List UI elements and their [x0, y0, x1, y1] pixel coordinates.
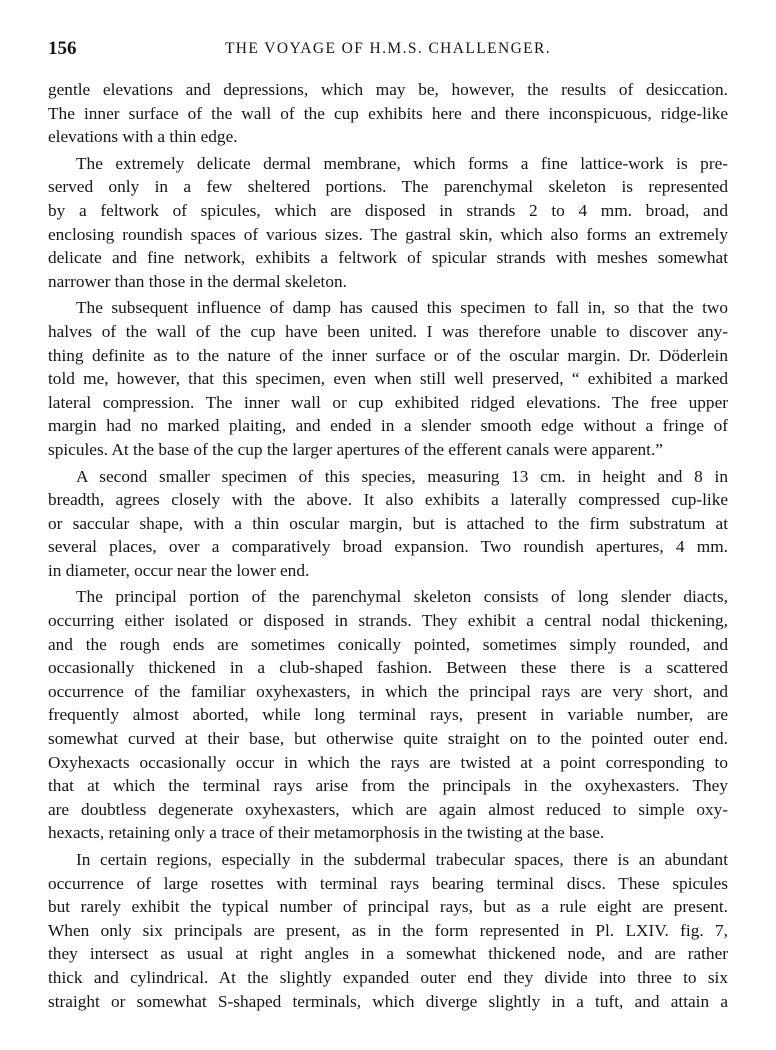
paragraph — [48, 152, 728, 294]
text-line: The extremely delicate dermal membrane, which forms a fine lattice-work is pre- — [76, 153, 728, 173]
text-line: served only in a few sheltered portions. The parenchymal skeleton is represented — [48, 177, 728, 197]
text-line: The principal portion of the parenchymal skeleton consists of long slender diacts, — [76, 587, 728, 607]
text-line: margin had no marked plaiting, and ended in a slender smooth edge without a fringe of — [48, 416, 728, 436]
text-line: A second smaller specimen of this species, measuring 13 cm. in height and 8 in — [76, 466, 728, 486]
paragraph — [48, 465, 728, 583]
text-line: occurrence of large rosettes with terminal rays bearing terminal discs. These spicules — [48, 873, 728, 893]
paragraph — [48, 296, 728, 461]
text-line: by a feltwork of spicules, which are disposed in strands 2 to 4 mm. broad, and — [48, 200, 728, 220]
text-line: thick and cylindrical. At the slightly expanded outer end they divide into three to six — [48, 967, 728, 987]
text-line: somewhat curved at their base, but otherwise quite straight on to the pointed outer end. — [48, 729, 728, 749]
paragraph — [48, 848, 728, 1013]
text-line: spicules. At the base of the cup the larger apertures of the efferent canals were apparent.” — [48, 439, 663, 459]
text-line: When only six principals are present, as in the form represented in Pl. LXIV. fig. 7, — [48, 920, 728, 940]
text-line: The subsequent influence of damp has caused this specimen to fall in, so that the two — [76, 298, 728, 318]
text-line: are doubtless degenerate oxyhexasters, which are again almost reduced to simple oxy- — [48, 799, 728, 819]
text-line: told me, however, that this specimen, even when still well preserved, “ exhibited a marked — [48, 369, 728, 389]
text-line: they intersect as usual at right angles in a somewhat thickened node, and are rather — [48, 944, 728, 964]
text-line: thing definite as to the nature of the inner surface or of the oscular margin. Dr. Döderlein — [48, 345, 728, 365]
text-line: lateral compression. The inner wall or cup exhibited ridged elevations. The free upper — [48, 392, 728, 412]
paragraph — [48, 78, 728, 149]
paragraph — [48, 585, 728, 845]
text-line: that at which the terminal rays arise from the principals in the oxyhexasters. They — [48, 776, 728, 796]
body-text — [48, 78, 728, 1013]
text-line: in diameter, occur near the lower end. — [48, 560, 310, 580]
text-line: elevations with a thin edge. — [48, 127, 238, 147]
running-title: THE VOYAGE OF H.M.S. CHALLENGER. — [224, 40, 552, 57]
text-line: but rarely exhibit the typical number of principal rays, but as a rule eight are present. — [48, 897, 728, 917]
document-page — [48, 38, 728, 1016]
text-line: or saccular shape, with a thin oscular margin, but is attached to the firm substratum at — [48, 513, 728, 533]
text-line: narrower than those in the dermal skeleton. — [48, 271, 347, 291]
text-line: enclosing roundish spaces of various sizes. The gastral skin, which also forms an extremely — [48, 224, 728, 244]
text-line: halves of the wall of the cup have been united. I was therefore unable to discover any- — [48, 321, 728, 341]
text-line: breadth, agrees closely with the above. It also exhibits a laterally compressed cup-like — [48, 490, 728, 510]
text-line: several places, over a comparatively broad expansion. Two roundish apertures, 4 mm. — [48, 537, 728, 557]
text-line: The inner surface of the wall of the cup exhibits here and there inconspicuous, ridge-like — [48, 103, 728, 123]
text-line: occasionally thickened in a club-shaped fashion. Between these there is a scattered — [48, 658, 728, 678]
text-line: straight or somewhat S-shaped terminals, which diverge slightly in a tuft, and attain a — [48, 991, 728, 1011]
text-line: occurring either isolated or disposed in strands. They exhibit a central nodal thickening, — [48, 611, 728, 631]
text-line: delicate and fine network, exhibits a feltwork of spicular strands with meshes somewhat — [48, 248, 728, 268]
text-line: Oxyhexacts occasionally occur in which the rays are twisted at a point corresponding to — [48, 752, 728, 772]
page-number: 156 — [48, 38, 77, 59]
text-line: In certain regions, especially in the subdermal trabecular spaces, there is an abundant — [76, 850, 728, 869]
text-line: frequently almost aborted, while long terminal rays, present in variable number, are — [48, 705, 728, 725]
text-line: gentle elevations and depressions, which may be, however, the results of desiccation. — [48, 80, 728, 99]
text-line: occurrence of the familiar oxyhexasters, in which the principal rays are very short, and — [48, 681, 728, 701]
text-line: hexacts, retaining only a trace of their metamorphosis in the twisting at the base. — [48, 823, 605, 843]
text-line: and the rough ends are sometimes conically pointed, sometimes simply rounded, and — [48, 634, 728, 654]
page-header — [48, 38, 728, 66]
